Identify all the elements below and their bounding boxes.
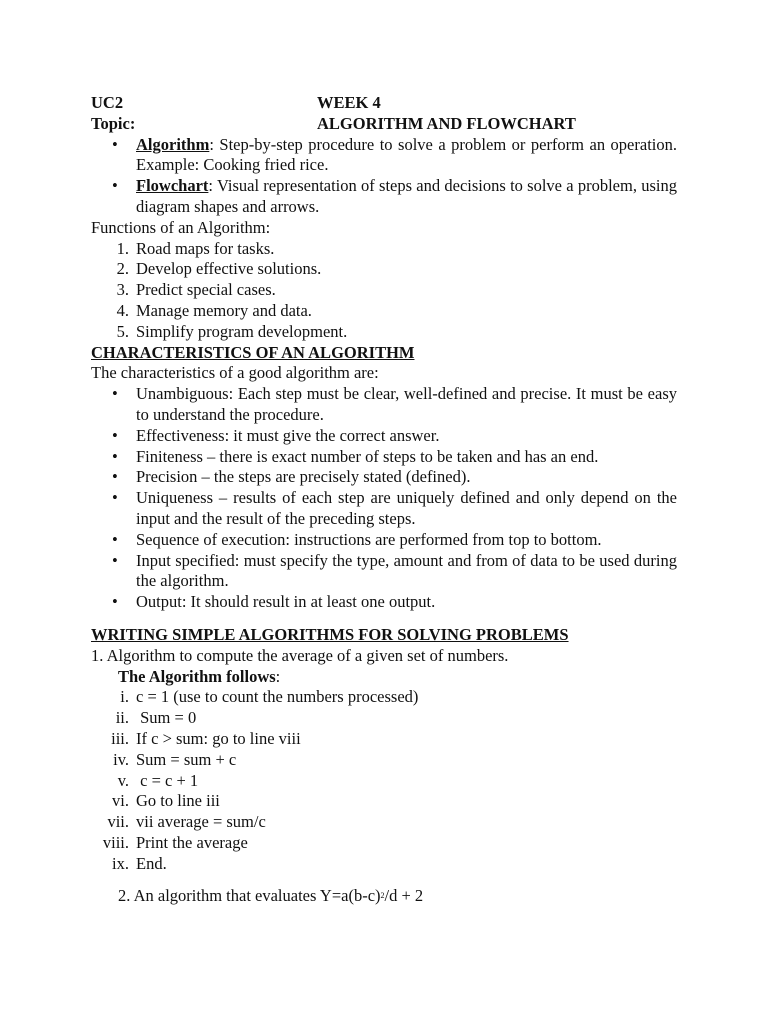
- definition-text: : Visual representation of steps and decisions to solve a problem, using diagram shapes and arrows.: [136, 176, 677, 216]
- spacer: [91, 874, 677, 886]
- list-item: • Unambiguous: Each step must be clear, well-defined and precise. It must be easy to understand the procedure.: [91, 384, 677, 426]
- definition-term: Algorithm: [136, 134, 210, 154]
- list-item: • Precision – the steps are precisely stated (defined).: [91, 467, 677, 488]
- spacer: [91, 613, 677, 625]
- list-item: 1. Road maps for tasks.: [116, 238, 275, 258]
- topic-title: ALGORITHM AND FLOWCHART: [317, 113, 576, 133]
- week-label: WEEK 4: [317, 93, 381, 112]
- list-item: 3. Predict special cases.: [116, 280, 276, 300]
- algorithm-steps: [91, 687, 677, 874]
- definition-algorithm: [91, 135, 677, 177]
- writing-heading: WRITING SIMPLE ALGORITHMS FOR SOLVING PROBLEMS: [91, 624, 569, 644]
- header-row-1: [91, 93, 677, 114]
- header-row-2: [91, 114, 677, 135]
- list-item: iii. If c > sum: go to line viii: [111, 728, 301, 748]
- topic-label: Topic:: [91, 113, 136, 133]
- definition-text: : Step-by-step procedure to solve a problem or perform an operation. Example: Cooking fried rice.: [136, 134, 677, 175]
- list-item: • Sequence of execution: instructions are performed from top to bottom.: [91, 530, 677, 551]
- list-item: • Output: It should result in at least one output.: [91, 592, 677, 613]
- list-item: 2. Develop effective solutions.: [116, 259, 322, 279]
- algorithm-follows-label: The Algorithm follows:: [118, 666, 281, 686]
- list-item: i. c = 1 (use to count the numbers processed): [120, 687, 419, 707]
- problem-2: 2. An algorithm that evaluates $Y=a(b-c)^2/d + 2$: [118, 886, 424, 906]
- problem-1: 1. Algorithm to compute the average of a given set of numbers.: [91, 645, 509, 665]
- document-page: [91, 93, 677, 907]
- list-item: 4. Manage memory and data.: [116, 300, 312, 320]
- list-item: vi. Go to line iii: [112, 791, 220, 811]
- characteristics-heading: CHARACTERISTICS OF AN ALGORITHM: [91, 342, 415, 362]
- functions-list: [91, 239, 677, 343]
- list-item: ix. End.: [112, 853, 167, 873]
- functions-heading: Functions of an Algorithm:: [91, 217, 271, 237]
- characteristics-list: [91, 384, 677, 613]
- list-item: v. c = c + 1: [117, 770, 199, 790]
- list-item: iv. Sum = sum + c: [113, 749, 237, 769]
- list-item: 5. Simplify program development.: [116, 321, 348, 341]
- characteristics-intro: The characteristics of a good algorithm are:: [91, 363, 379, 383]
- list-item: • Finiteness – there is exact number of steps to be taken and has an end.: [91, 447, 677, 468]
- definition-term: Flowchart: [136, 176, 209, 196]
- list-item: viii. Print the average: [102, 832, 248, 852]
- course-label: UC2: [91, 93, 124, 112]
- list-item: • Uniqueness – results of each step are uniquely defined and only depend on the input and the result of the preceding steps.: [91, 488, 677, 530]
- list-item: • Effectiveness: it must give the correct answer.: [91, 426, 677, 447]
- list-item: • Input specified: must specify the type, amount and from of data to be used during the algorithm.: [91, 551, 677, 593]
- definition-flowchart: [91, 176, 677, 218]
- list-item: ii. Sum = 0: [115, 708, 197, 728]
- list-item: vii. vii average = sum/c: [107, 812, 266, 832]
- definitions-list: [91, 135, 677, 218]
